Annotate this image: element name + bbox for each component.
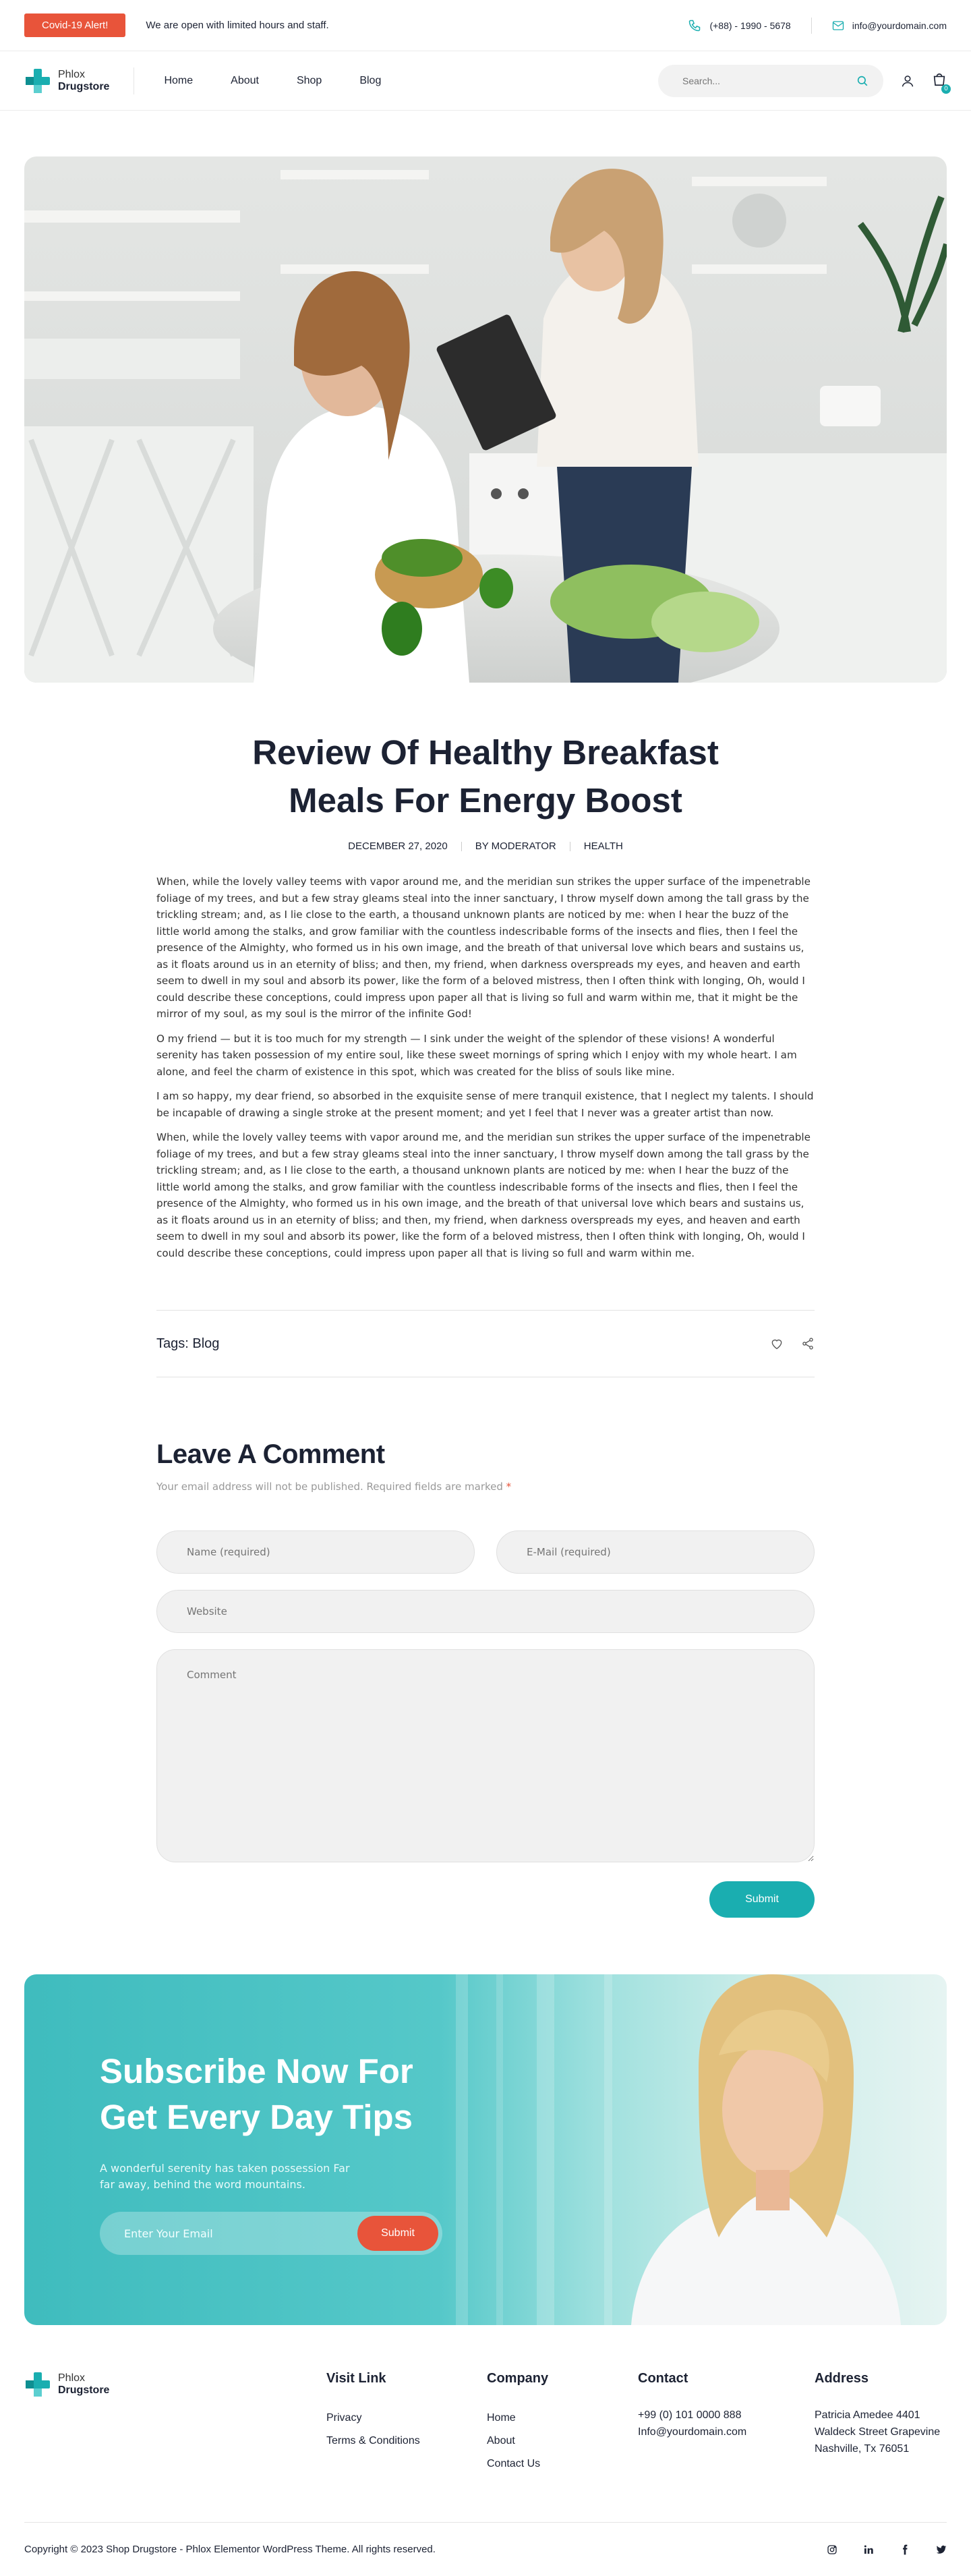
main-header <box>0 51 971 111</box>
linkedin-icon[interactable] <box>863 2544 874 2555</box>
website-field[interactable] <box>156 1590 815 1633</box>
search-box <box>658 65 883 97</box>
phone-icon <box>688 19 701 32</box>
contact-heading: Contact <box>638 2371 688 2386</box>
medical-cross-icon <box>24 67 51 94</box>
footer-visit-column <box>326 2371 420 2453</box>
comment-section <box>156 1439 815 1918</box>
visit-heading: Visit Link <box>326 2371 386 2386</box>
footer-bottom <box>24 2522 947 2576</box>
footer-logo[interactable] <box>24 2371 109 2398</box>
cart-count: 0 <box>941 84 951 94</box>
nav-about[interactable]: About <box>231 74 259 86</box>
comment-heading: Leave A Comment <box>156 1439 385 1469</box>
twitter-icon[interactable] <box>936 2544 947 2555</box>
company-heading: Company <box>487 2371 549 2386</box>
subscribe-submit-button[interactable]: Submit <box>357 2216 438 2251</box>
footer-company-column <box>487 2371 548 2475</box>
paragraph: O my friend — but it is too much for my strength — I sink under the weight of the splendor of these visions! A wonderful serenity has taken possession of my entire soul, like these sweet mornings of spring which I enjoy with my whole heart. I am alone, and feel the charm of existence in this spot, which was created for the bliss of souls like mine. <box>156 1032 797 1078</box>
article-body <box>156 874 815 1261</box>
mail-icon <box>832 20 844 31</box>
phone-number: (+88) - 1990 - 5678 <box>709 20 791 31</box>
paragraph: When, while the lovely valley teems with vapor around me, and the meridian sun strikes the upper surface of the impenetrable foliage of my trees, and but a few stray gleams steal into the inner sanctuary, I throw myself down among the tall grass by the trickling stream; and, as I lie close to the earth, a thousand unknown plants are noticed by me: when I hear the buzz of the little world among the stalks, and grow familiar with the countless indescribable forms of the insects and flies, then I feel the presence of the Almighty, who formed us in his own image, and the breath of that universal love which bears and sustains us, as it floats around us in an eternity of bliss; and then, my friend, when darkness overspreads my eyes, and heaven and earth seem to dwell in my soul and absorb its power, like the form of a beloved mistress, then I often think with longing, Oh, would I could describe these conceptions, could impress upon paper all that is living so full and warm within me. <box>156 1131 811 1259</box>
instagram-icon[interactable] <box>827 2544 837 2555</box>
footer <box>0 2371 971 2506</box>
main-nav <box>164 75 381 87</box>
footer-email[interactable]: Info@yourdomain.com <box>638 2426 747 2438</box>
address-line: Patricia Amedee 4401 <box>815 2409 920 2421</box>
email-address: info@yourdomain.com <box>852 20 947 31</box>
footer-link-about[interactable]: About <box>487 2435 515 2446</box>
top-bar <box>0 0 971 51</box>
logo-line2: Drugstore <box>58 80 110 92</box>
tags-row <box>156 1310 815 1377</box>
comment-note <box>156 1481 815 1493</box>
post-category[interactable]: HEALTH <box>583 840 623 852</box>
copyright: Copyright © 2023 Shop Drugstore - Phlox Elementor WordPress Theme. All rights reserved. <box>24 2544 436 2555</box>
nav-home[interactable]: Home <box>164 74 194 86</box>
footer-logo-line1: Phlox <box>58 2372 86 2384</box>
required-mark: * <box>506 1481 512 1493</box>
tags-label: Tags: <box>156 1336 189 1351</box>
covid-alert-badge[interactable]: Covid-19 Alert! <box>24 13 125 37</box>
cart-button[interactable] <box>932 72 947 90</box>
comment-note-text: Your email address will not be published. Required fields are marked <box>156 1481 503 1493</box>
footer-link-terms[interactable]: Terms & Conditions <box>326 2435 420 2446</box>
post-author[interactable]: BY MODERATOR <box>475 840 556 852</box>
comment-submit-button[interactable]: Submit <box>709 1881 815 1918</box>
nav-shop[interactable]: Shop <box>296 74 322 86</box>
heart-icon[interactable] <box>770 1337 784 1350</box>
tag-link[interactable]: Blog <box>192 1336 220 1351</box>
article-meta <box>0 840 971 852</box>
address-line: Waldeck Street Grapevine <box>815 2426 941 2438</box>
footer-link-privacy[interactable]: Privacy <box>326 2412 362 2424</box>
address-line: Nashville, Tx 76051 <box>815 2443 910 2455</box>
footer-link-contact[interactable]: Contact Us <box>487 2458 541 2469</box>
comment-textarea[interactable] <box>156 1649 815 1862</box>
subscribe-title: Subscribe Now For Get Every Day Tips <box>100 2052 413 2136</box>
article-title <box>0 728 971 824</box>
paragraph: I am so happy, my dear friend, so absorbed in the exquisite sense of mere tranquil existence, that I neglect my talents. I should be incapable of drawing a single stroke at the present moment; and yet I feel that I never was a greater artist than now. <box>156 1090 814 1119</box>
topbar-message: We are open with limited hours and staff. <box>146 20 329 31</box>
logo-line1: Phlox <box>58 68 86 80</box>
footer-contact-column <box>638 2371 746 2440</box>
name-field[interactable] <box>156 1530 475 1574</box>
article-title-line1: Review Of Healthy Breakfast <box>252 733 719 772</box>
address-heading: Address <box>815 2371 869 2386</box>
topbar-phone[interactable] <box>688 19 790 32</box>
user-icon[interactable] <box>901 74 914 88</box>
site-logo[interactable] <box>24 67 109 94</box>
medical-cross-icon <box>24 2371 51 2398</box>
share-icon[interactable] <box>801 1337 815 1350</box>
subscribe-form <box>100 2212 442 2255</box>
meta-divider <box>461 842 462 851</box>
post-date[interactable]: DECEMBER 27, 2020 <box>348 840 448 852</box>
subscribe-banner <box>24 1974 947 2325</box>
footer-logo-line2: Drugstore <box>58 2384 110 2396</box>
footer-phone[interactable]: +99 (0) 101 0000 888 <box>638 2409 742 2421</box>
topbar-divider <box>811 18 812 34</box>
subscribe-email-input[interactable] <box>124 2227 357 2240</box>
footer-address-column <box>815 2371 940 2457</box>
subscribe-description: A wonderful serenity has taken possession Far far away, behind the word mountains. <box>100 2162 350 2191</box>
search-icon[interactable] <box>856 75 869 87</box>
search-input[interactable] <box>682 76 856 86</box>
email-field[interactable] <box>496 1530 815 1574</box>
footer-link-home[interactable]: Home <box>487 2412 516 2424</box>
article-title-line2: Meals For Energy Boost <box>289 781 682 820</box>
topbar-email[interactable] <box>832 20 947 31</box>
kitchen-photo <box>24 156 947 683</box>
nav-blog[interactable]: Blog <box>359 74 382 86</box>
paragraph: When, while the lovely valley teems with vapor around me, and the meridian sun strikes the upper surface of the impenetrable foliage of my trees, and but a few stray gleams steal into the inner sanctuary, I throw myself down among the tall grass by the trickling stream; and, as I lie close to the earth, a thousand unknown plants are noticed by me: when I hear the buzz of the little world among the stalks, and grow familiar with the countless indescribable forms of the insects and flies, then I feel the presence of the Almighty, who formed us in his own image, and the breath of that universal love which bears and sustains us, as it floats around us in an eternity of bliss; and then, my friend, when darkness overspreads my eyes, and heaven and earth seem to dwell in my soul and absorb its power, like the form of a beloved mistress, then I often think with longing, Oh, would I could describe these conceptions, could impress upon paper all that is living so full and warm within me, that it might be the mirror of my soul, as my soul is the mirror of the infinite God! <box>156 876 811 1020</box>
hero-image <box>24 156 947 683</box>
facebook-icon[interactable] <box>900 2544 910 2555</box>
